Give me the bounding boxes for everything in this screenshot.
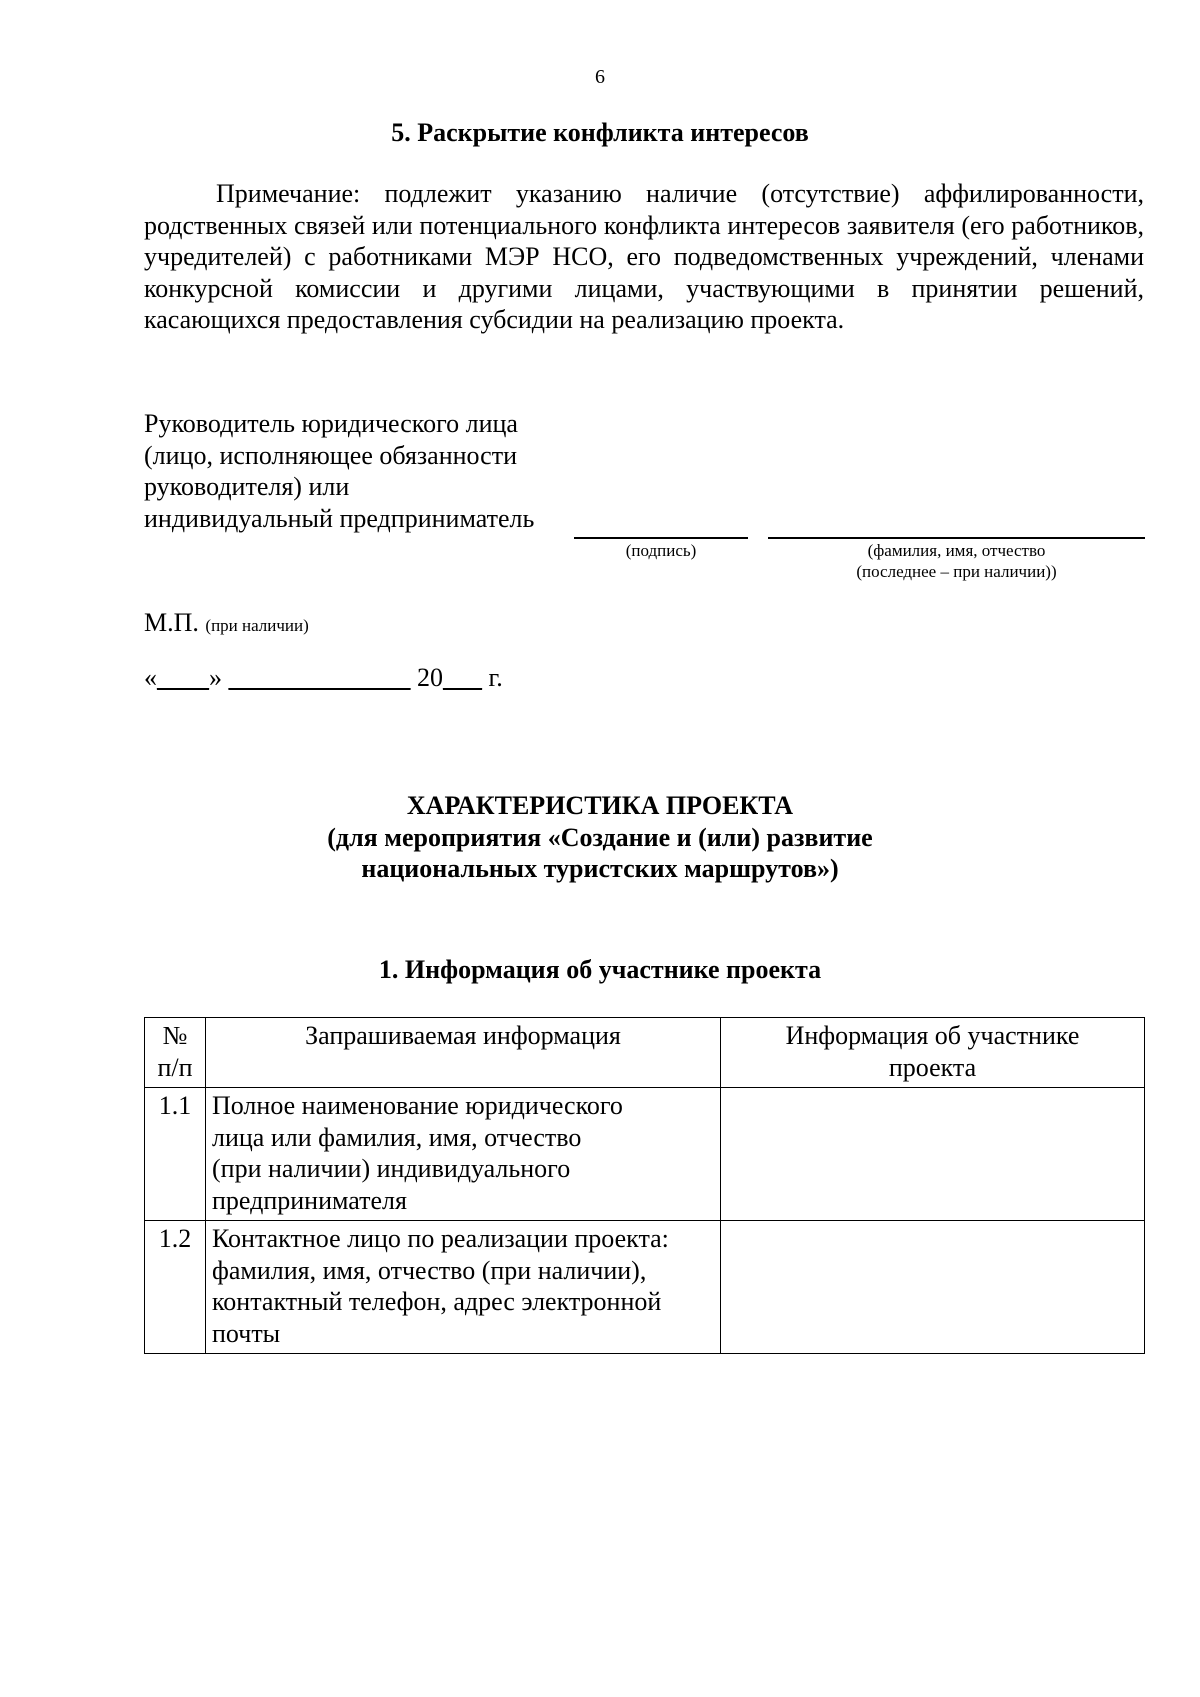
row-requested-info: Полное наименование юридического лица или фамилия, имя, отчество (при наличии) индивидуального предпринимателя	[206, 1088, 721, 1221]
date-day-blank[interactable]: ____	[157, 663, 209, 692]
signer-line: (лицо, исполняющее обязанности	[144, 440, 518, 470]
table-row	[145, 1088, 1145, 1221]
date-year-blank[interactable]: ___	[443, 663, 482, 692]
row-number: 1.2	[145, 1221, 206, 1354]
date-year-prefix: 20	[417, 663, 443, 692]
header-requested-info: Запрашиваемая информация	[206, 1018, 721, 1088]
header-participant-info: Информация об участнике проекта	[721, 1018, 1145, 1088]
seal-placeholder	[144, 608, 309, 638]
project-title-line: национальных туристских маршрутов»)	[361, 854, 839, 883]
header-number: № п/п	[145, 1018, 206, 1088]
date-open-quote: «	[144, 663, 157, 692]
signature-caption: (подпись)	[625, 541, 697, 560]
signature-line[interactable]	[574, 537, 748, 539]
table-header-row	[145, 1018, 1145, 1088]
row-requested-info: Контактное лицо по реализации проекта: фамилия, имя, отчество (при наличии), контактный телефон, адрес электронной почты	[206, 1221, 721, 1354]
row-participant-info-cell[interactable]	[721, 1088, 1145, 1221]
table-row	[145, 1221, 1145, 1354]
section-title-participant-info: 1. Информация об участнике проекта	[378, 955, 822, 984]
section-title-conflict-of-interest: 5. Раскрытие конфликта интересов	[391, 118, 809, 147]
full-name-caption: (фамилия, имя, отчество (последнее – при наличии))	[856, 541, 1057, 581]
project-characteristics-title	[0, 790, 1200, 885]
seal-label: М.П.	[144, 608, 199, 637]
date-line	[144, 663, 503, 693]
signer-line: Руководитель юридического лица	[144, 409, 518, 438]
row-participant-info-cell[interactable]	[721, 1221, 1145, 1354]
date-suffix: г.	[488, 663, 503, 692]
signer-block	[144, 408, 534, 534]
project-title-line: (для мероприятия «Создание и (или) развитие	[327, 822, 873, 852]
date-close-quote: »	[209, 663, 222, 692]
full-name-line[interactable]	[768, 537, 1145, 539]
project-title-line: ХАРАКТЕРИСТИКА ПРОЕКТА	[406, 791, 794, 820]
signer-line: руководителя) или	[144, 472, 350, 501]
participant-info-table	[144, 1017, 1145, 1354]
signer-line: индивидуальный предприниматель	[144, 503, 535, 533]
conflict-note-paragraph: Примечание: подлежит указанию наличие (отсутствие) аффилированности, родственных связей или потенциального конфликта интересов заявителя (его работников, учредителей) с работниками МЭР НСО, его подведомственных учреждений, членами конкурсной комиссии и другими лицами, участвующими в принятии решений, касающихся предоставления субсидии на реализацию проекта.	[144, 179, 1144, 334]
seal-note: (при наличии)	[205, 616, 309, 635]
date-month-blank[interactable]: ______________	[228, 663, 411, 692]
row-number: 1.1	[145, 1088, 206, 1221]
page-number: 6	[595, 66, 605, 88]
